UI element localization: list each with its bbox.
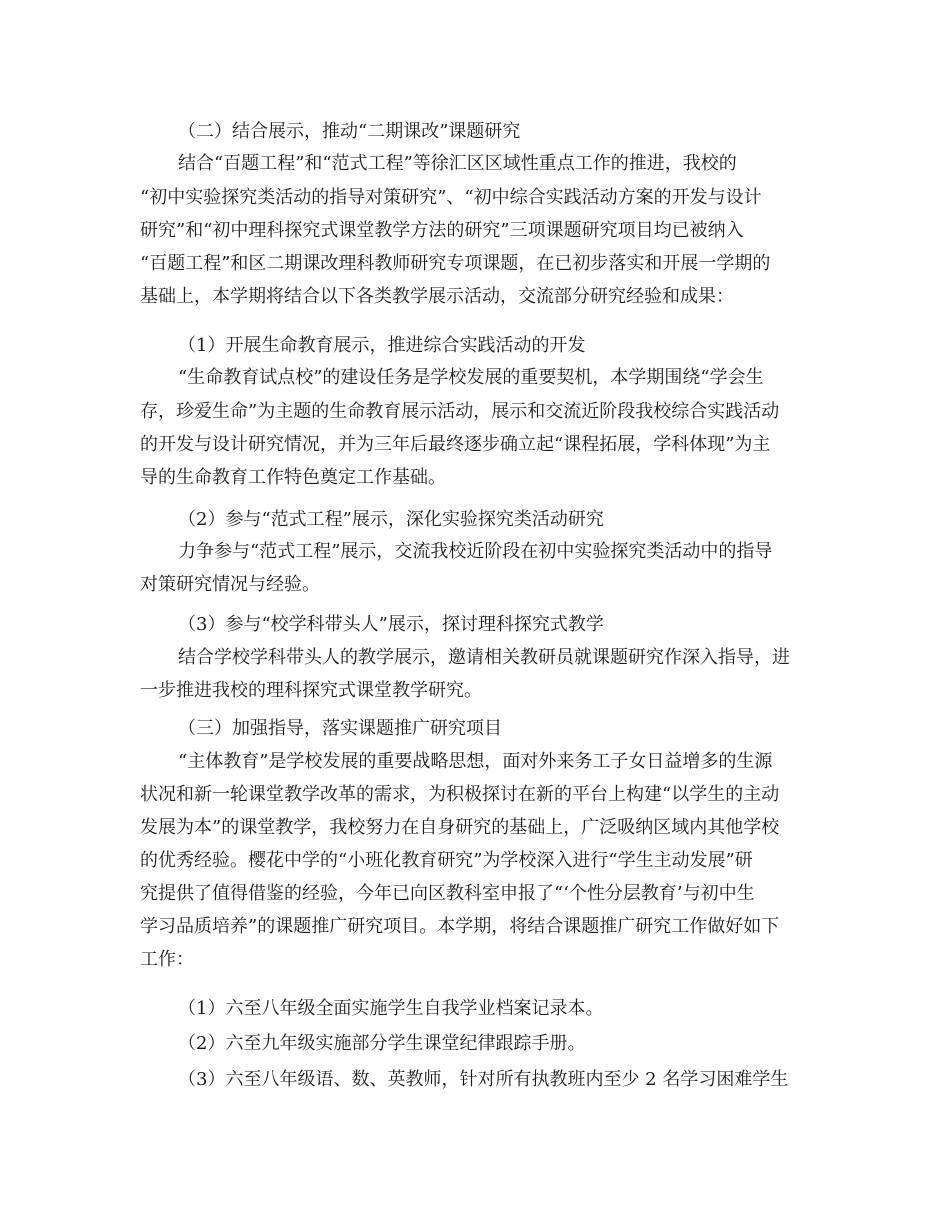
paragraph-line: “初中实验探究类活动的指导对策研究”、“初中综合实践活动方案的开发与设计 [140,187,762,208]
paragraph-line: 究提供了值得借鉴的经验，今年已向区教科室申报了“‘个性分层教育’与初中生 [140,883,755,904]
list-item: （1）六至八年级全面实施学生自我学业档案记录本。 [178,998,604,1019]
list-item: （2）六至九年级实施部分学生课堂纪律跟踪手册。 [178,1033,586,1054]
section-heading: （二）结合展示，推动“二期课改”课题研究 [178,121,521,142]
paragraph-line: 导的生命教育工作特色奠定工作基础。 [140,467,446,488]
paragraph-line: “生命教育试点校”的建设任务是学校发展的重要契机，本学期围绕“学会生 [178,367,764,388]
paragraph-line: 工作： [140,949,194,970]
paragraph-line: 对策研究情况与经验。 [140,574,320,595]
paragraph-line: 存，珍爱生命”为主题的生命教育展示活动，展示和交流近阶段我校综合实践活动 [140,401,780,422]
paragraph-line: “主体教育”是学校发展的重要战略思想，面对外来务工子女日益增多的生源 [178,751,773,772]
subsection-heading: （1）开展生命教育展示，推进综合实践活动的开发 [178,335,586,356]
paragraph-line: 研究”和“初中理科探究式课堂教学方法的研究”三项课题研究项目均已被纳入 [140,220,744,241]
list-item: （3）六至八年级语、数、英教师，针对所有执教班内至少 2 名学习困难学生 [178,1069,789,1090]
paragraph-line: 状况和新一轮课堂教学改革的需求，为积极探讨在新的平台上构建“以学生的主动 [140,784,780,805]
paragraph-line: 结合“百题工程”和“范式工程”等徐汇区区域性重点工作的推进，我校的 [178,153,737,174]
paragraph-line: 的开发与设计研究情况，并为三年后最终逐步确立起“课程拓展，学科体现”为主 [140,434,771,455]
paragraph-line: 学习品质培养”的课题推广研究项目。本学期，将结合课题推广研究工作做好如下 [140,916,780,937]
paragraph-line: 一步推进我校的理科探究式课堂教学研究。 [140,680,482,701]
subsection-heading: （2）参与“范式工程”展示，深化实验探究类活动研究 [178,509,604,530]
subsection-heading: （3）参与“校学科带头人”展示，探讨理科探究式教学 [178,614,604,635]
paragraph-line: 结合学校学科带头人的教学展示，邀请相关教研员就课题研究作深入指导，进 [178,647,790,668]
paragraph-line: 力争参与“范式工程”展示，交流我校近阶段在初中实验探究类活动中的指导 [178,541,773,562]
paragraph-line: “百题工程”和区二期课改理科教师研究专项课题，在已初步落实和开展一学期的 [140,253,771,274]
paragraph-line: 的优秀经验。樱花中学的“小班化教育研究”为学校深入进行“学生主动发展”研 [140,850,753,871]
paragraph-line: 基础上，本学期将结合以下各类教学展示活动，交流部分研究经验和成果： [140,286,734,307]
section-heading: （三）加强指导，落实课题推广研究项目 [178,718,502,739]
paragraph-line: 发展为本”的课堂教学，我校努力在自身研究的基础上，广泛吸纳区域内其他学校 [140,817,780,838]
